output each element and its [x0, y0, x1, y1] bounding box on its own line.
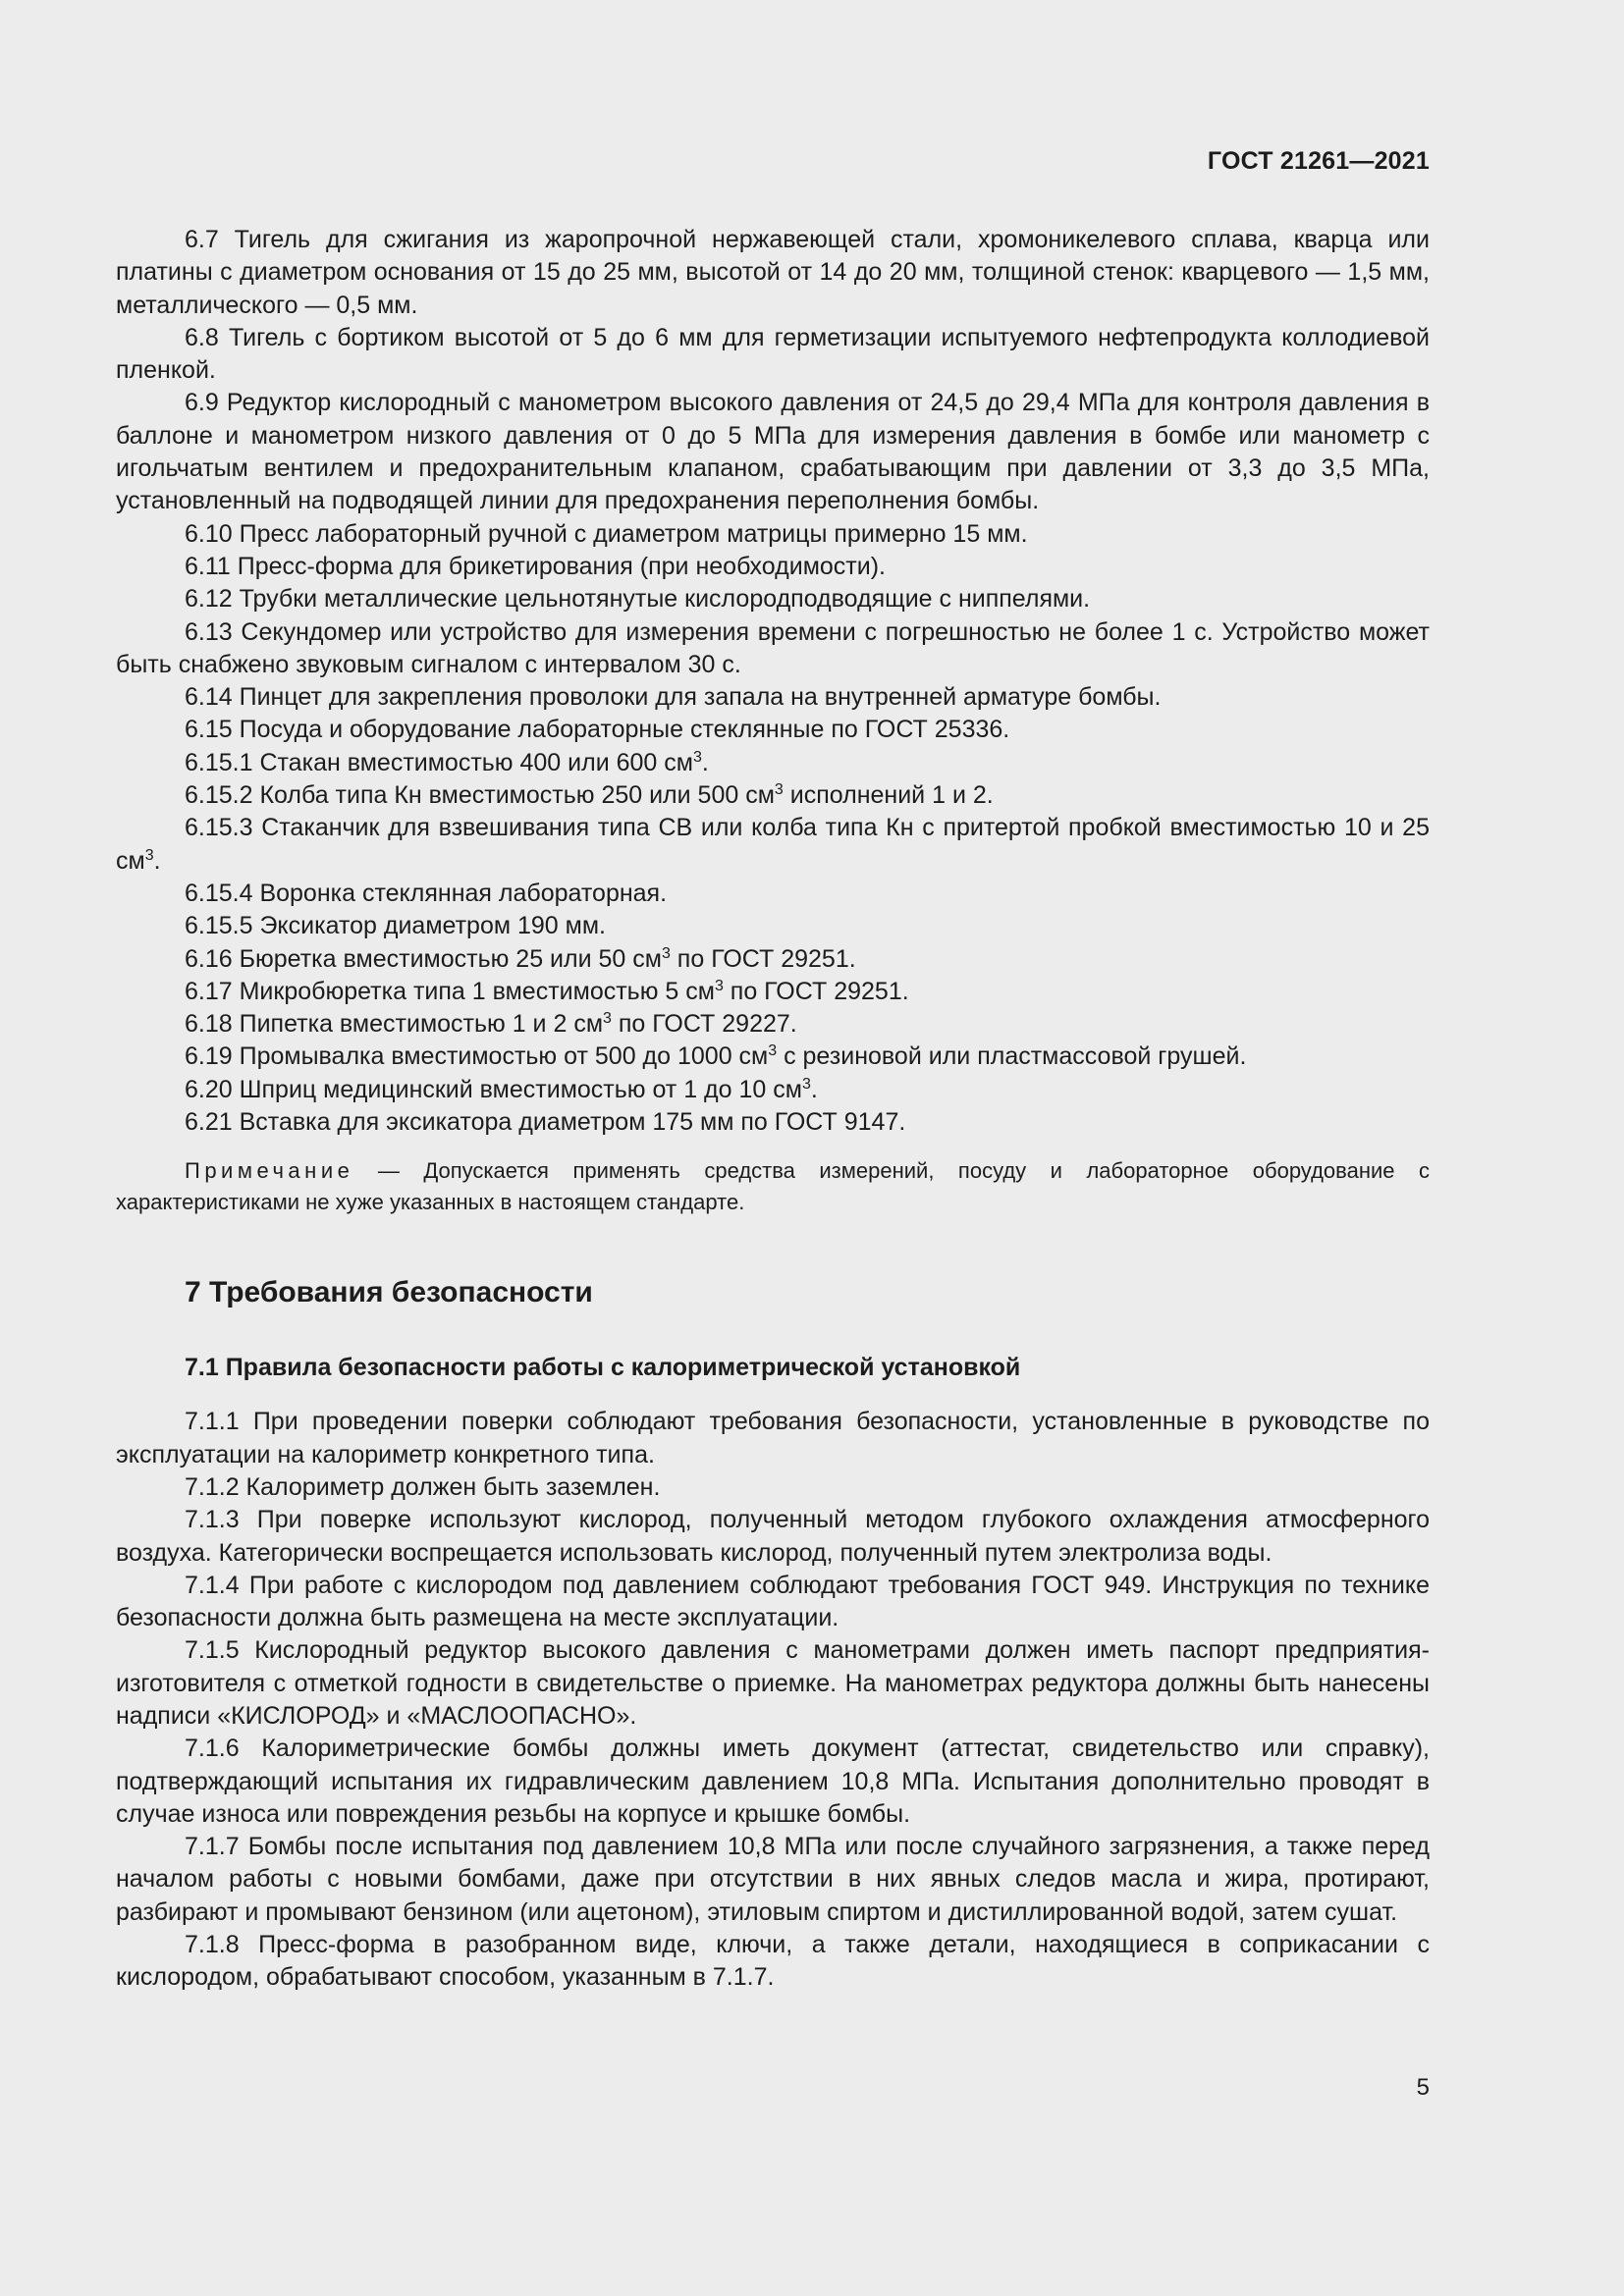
- paragraph: 7.1.5 Кислородный редуктор высокого давления с манометрами должен иметь паспорт предприятия-изготовителя с отметкой годности в свидетельстве о приемке. На манометрах редуктора должны быть нанесены надписи «КИСЛОРОД» и «МАСЛООПАСНО».: [116, 1636, 1430, 1730]
- paragraph: 7.1.7 Бомбы после испытания под давлением 10,8 МПа или после случайного загрязнения, а также перед началом работы с новыми бомбами, даже при отсутствии в них явных следов масла и жира, протирают, разбирают и промывают бензином (или ацетоном), этиловым спиртом и дистиллированной водой, затем сушат.: [116, 1833, 1430, 1926]
- paragraph: 7.1.2 Калориметр должен быть заземлен.: [185, 1472, 661, 1501]
- list-item: 6.7 Тигель для сжигания из жаропрочной нержавеющей стали, хромоникелевого сплава, кварца или платины с диаметром основания от 15 до 25 мм, высотой от 14 до 20 мм, толщиной стенок: кварцевого — 1,5 мм, металлического — 0,5 мм.: [116, 226, 1430, 319]
- list-item: 6.11 Пресс-форма для брикетирования (при необходимости).: [185, 552, 886, 580]
- page-content: [116, 224, 1430, 1995]
- document-code: ГОСТ 21261—2021: [1207, 147, 1430, 175]
- paragraph: 7.1.6 Калориметрические бомбы должны иметь документ (аттестат, свидетельство или справку), подтверждающий испытания их гидравлическим давлением 10,8 МПа. Испытания дополнительно проводят в случае износа или повреждения резьбы на корпусе и крышке бомбы.: [116, 1735, 1430, 1828]
- list-item: 6.12 Трубки металлические цельнотянутые кислородподводящие с ниппелями.: [185, 585, 1091, 614]
- safety-paragraphs: [116, 1406, 1430, 1994]
- list-item: 6.15.5 Эксикатор диаметром 190 мм.: [185, 912, 606, 940]
- list-item: 6.17 Микробюретка типа 1 вместимостью 5 $см^3$ по ГОСТ 29251.: [185, 977, 909, 1005]
- list-item: 6.15 Посуда и оборудование лабораторные стеклянные по ГОСТ 25336.: [185, 716, 1010, 744]
- section-heading: 7 Требования безопасности: [185, 1276, 593, 1309]
- note: [116, 1155, 1430, 1218]
- list-item: 6.9 Редуктор кислородный с манометром высокого давления от 24,5 до 29,4 МПа для контроля давления в баллоне и манометром низкого давления от 0 до 5 МПа для измерения давления в бомбе или манометр с игольчатым вентилем и предохранительным клапаном, срабатывающим при давлении от 3,3 до 3,5 МПа, установленный на подводящей линии для предохранения переполнения бомбы.: [116, 389, 1430, 515]
- paragraph: 7.1.4 При работе с кислородом под давлением соблюдают требования ГОСТ 949. Инструкция по технике безопасности должна быть размещена на месте эксплуатации.: [116, 1571, 1430, 1632]
- note-label: Примечание: [185, 1158, 354, 1184]
- list-item: 6.19 Промывалка вместимостью от 500 до 1000 $см^3$ с резиновой или пластмассовой грушей.: [185, 1042, 1247, 1071]
- list-item: 6.15.3 Стаканчик для взвешивания типа СВ или колба типа Кн с притертой пробкой вместимостью 10 и 25 $см^3$.: [116, 814, 1430, 875]
- paragraph: 7.1.1 При проведении поверки соблюдают требования безопасности, установленные в руководстве по эксплуатации на калориметр конкретного типа.: [116, 1408, 1430, 1468]
- equipment-list: [116, 224, 1430, 1139]
- list-item: 6.20 Шприц медицинский вместимостью от 1 до 10 $см^3$.: [185, 1075, 818, 1103]
- list-item: 6.13 Секундомер или устройство для измерения времени с погрешностью не более 1 с. Устройство может быть снабжено звуковым сигналом с интервалом 30 с.: [116, 617, 1430, 678]
- list-item: 6.15.2 Колба типа Кн вместимостью 250 или 500 $см^3$ исполнений 1 и 2.: [185, 781, 994, 810]
- note-text: — Допускается применять средства измерений, посуду и лабораторное оборудование с характеристиками не хуже указанных в настоящем стандарте.: [116, 1158, 1430, 1215]
- subsection-heading: 7.1 Правила безопасности работы с калориметрической установкой: [185, 1354, 1021, 1382]
- list-item: 6.15.1 Стакан вместимостью 400 или 600 $см^3$.: [185, 748, 709, 776]
- list-item: 6.21 Вставка для эксикатора диаметром 175 мм по ГОСТ 9147.: [185, 1108, 906, 1137]
- paragraph: 7.1.8 Пресс-форма в разобранном виде, ключи, а также детали, находящиеся в соприкасании с кислородом, обрабатывают способом, указанным в 7.1.7.: [116, 1931, 1430, 1992]
- list-item: 6.15.4 Воронка стеклянная лабораторная.: [185, 879, 668, 907]
- list-item: 6.10 Пресс лабораторный ручной с диаметром матрицы примерно 15 мм.: [185, 519, 1028, 548]
- list-item: 6.18 Пипетка вместимостью 1 и 2 $см^3$ по ГОСТ 29227.: [185, 1010, 797, 1039]
- list-item: 6.16 Бюретка вместимостью 25 или 50 $см^3$ по ГОСТ 29251.: [185, 944, 856, 973]
- page-number: 5: [1416, 2074, 1430, 2101]
- list-item: 6.8 Тигель с бортиком высотой от 5 до 6 мм для герметизации испытуемого нефтепродукта коллодиевой пленкой.: [116, 323, 1430, 385]
- list-item: 6.14 Пинцет для закрепления проволоки для запала на внутренней арматуре бомбы.: [185, 683, 1162, 712]
- paragraph: 7.1.3 При поверке используют кислород, полученный методом глубокого охлаждения атмосферного воздуха. Категорически воспрещается использовать кислород, полученный путем электролиза воды.: [116, 1506, 1430, 1567]
